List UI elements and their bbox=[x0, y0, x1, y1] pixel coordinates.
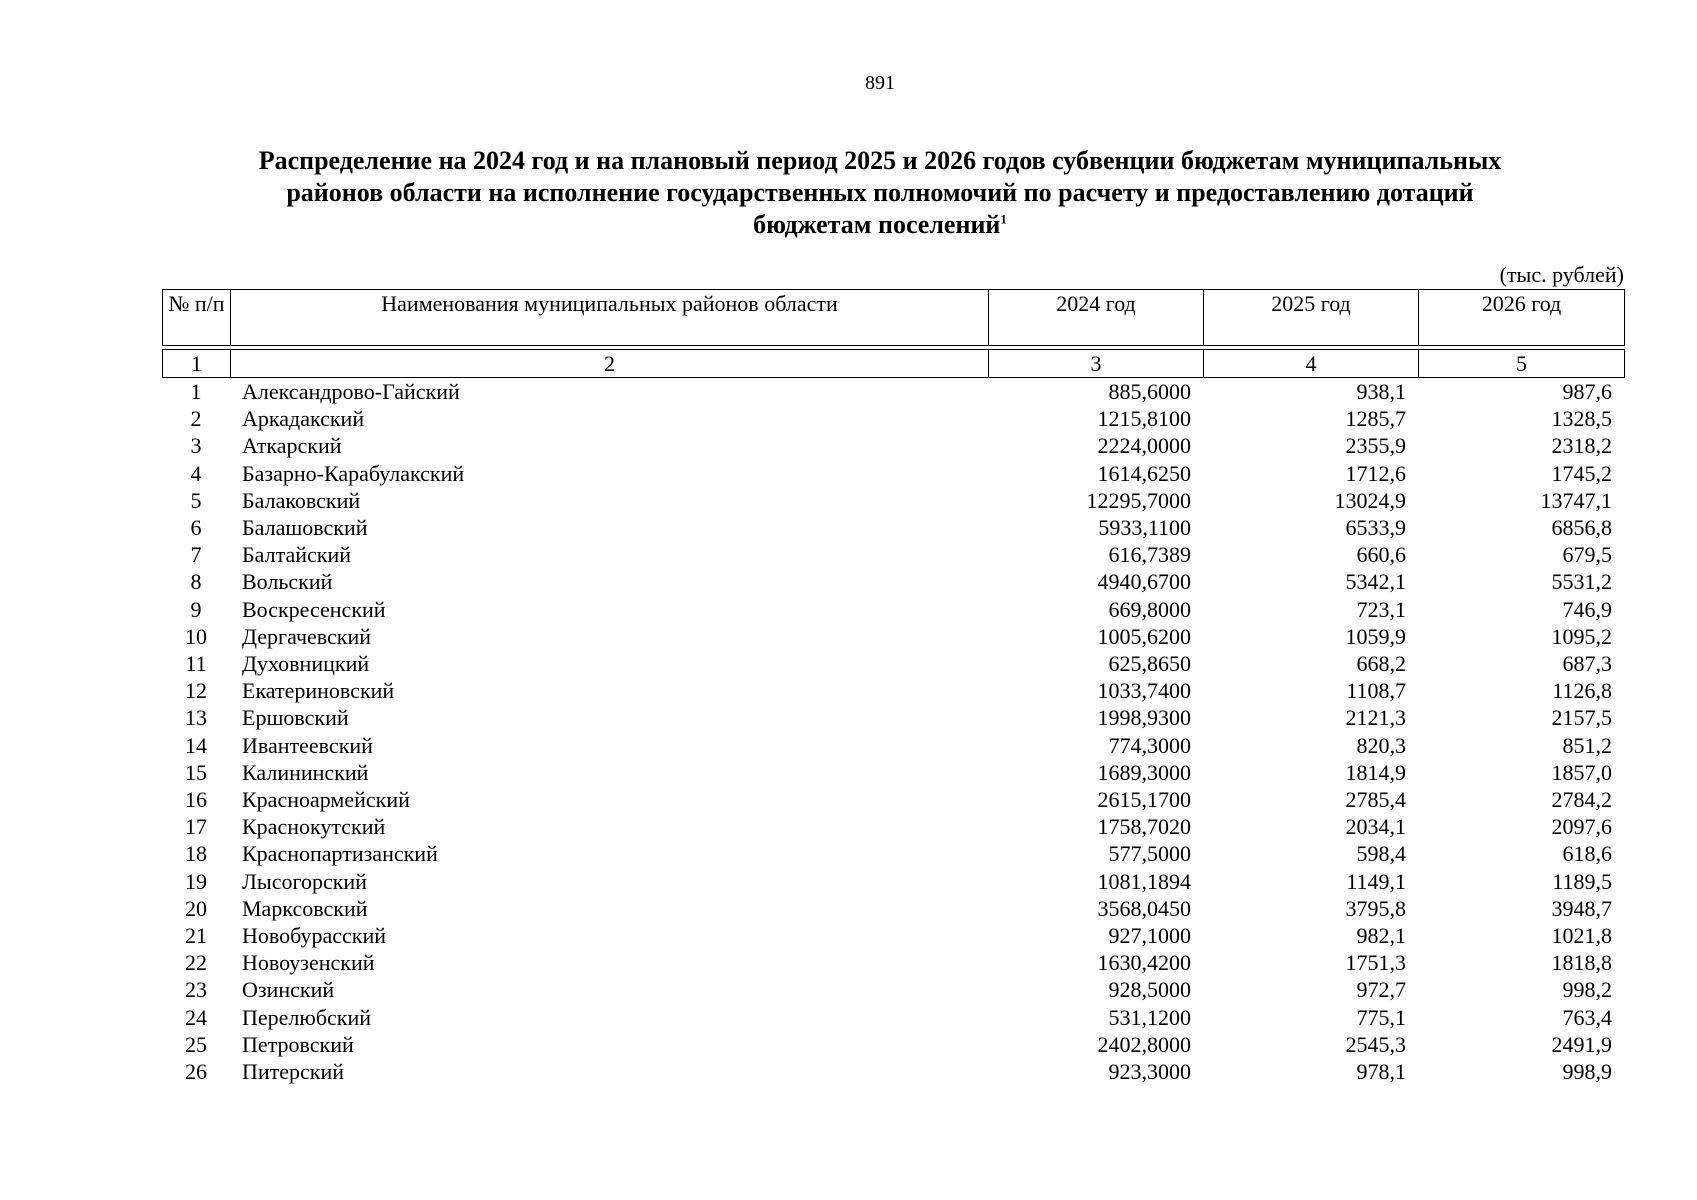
row-number: 17 bbox=[185, 814, 207, 840]
value-2024: 5933,1100 bbox=[1098, 515, 1191, 541]
value-2026: 2491,9 bbox=[1551, 1031, 1612, 1057]
district-name: Базарно-Карабулакский bbox=[242, 460, 465, 486]
district-name: Аткарский bbox=[242, 433, 342, 459]
value-2025: 2545,3 bbox=[1345, 1031, 1406, 1057]
district-name: Краснопартизанский bbox=[242, 841, 438, 867]
header-name: Наименования муниципальных районов области bbox=[231, 290, 989, 346]
table-header bbox=[162, 289, 1625, 378]
value-2026: 1745,2 bbox=[1551, 460, 1612, 486]
value-2024: 1758,7020 bbox=[1097, 814, 1191, 840]
value-2026: 2097,6 bbox=[1551, 814, 1612, 840]
title-line-3 bbox=[190, 209, 1570, 241]
value-2024: 2615,1700 bbox=[1097, 787, 1191, 813]
header-number: № п/п bbox=[163, 290, 231, 346]
value-2026: 987,6 bbox=[1562, 379, 1612, 404]
district-name: Воскресенский bbox=[242, 596, 386, 622]
district-name: Балтайский bbox=[242, 542, 351, 568]
value-2026: 851,2 bbox=[1562, 732, 1612, 758]
value-2024: 1630,4200 bbox=[1097, 950, 1191, 976]
value-2024: 1215,8100 bbox=[1097, 406, 1191, 432]
value-2026: 1328,5 bbox=[1551, 406, 1612, 432]
table-row bbox=[162, 976, 1624, 1003]
row-number: 6 bbox=[190, 515, 202, 541]
row-number: 18 bbox=[185, 841, 207, 867]
value-2024: 928,5000 bbox=[1108, 977, 1191, 1003]
value-2025: 1712,6 bbox=[1345, 460, 1406, 486]
row-number: 8 bbox=[190, 569, 202, 595]
value-2026: 1095,2 bbox=[1551, 623, 1612, 649]
value-2025: 1814,9 bbox=[1345, 759, 1406, 785]
value-2024: 923,3000 bbox=[1108, 1059, 1191, 1085]
column-number-2: 2 bbox=[231, 350, 989, 378]
table-row bbox=[162, 1004, 1624, 1031]
value-2025: 13024,9 bbox=[1334, 487, 1406, 513]
value-2026: 1126,8 bbox=[1552, 678, 1612, 704]
district-name: Красноармейский bbox=[242, 787, 410, 813]
district-name: Марксовский bbox=[242, 895, 368, 921]
value-2025: 6533,9 bbox=[1345, 515, 1406, 541]
table-row bbox=[162, 650, 1624, 677]
district-name: Ершовский bbox=[242, 705, 349, 731]
district-name: Екатериновский bbox=[242, 678, 395, 704]
row-number: 21 bbox=[185, 923, 207, 949]
value-2026: 998,2 bbox=[1562, 977, 1612, 1003]
table-row bbox=[162, 432, 1624, 459]
value-2026: 2784,2 bbox=[1551, 787, 1612, 813]
district-name: Озинский bbox=[242, 977, 335, 1003]
units-label: (тыс. рублей) bbox=[1499, 262, 1624, 287]
district-name: Балашовский bbox=[242, 515, 368, 541]
value-2025: 1108,7 bbox=[1346, 678, 1406, 704]
value-2026: 763,4 bbox=[1562, 1004, 1612, 1030]
row-number: 26 bbox=[185, 1059, 207, 1085]
value-2024: 3568,0450 bbox=[1097, 895, 1191, 921]
row-number: 7 bbox=[190, 542, 202, 568]
column-number-3: 3 bbox=[989, 350, 1204, 378]
value-2024: 531,1200 bbox=[1108, 1004, 1191, 1030]
row-number: 2 bbox=[190, 406, 202, 432]
table-row bbox=[162, 623, 1624, 650]
table-row bbox=[162, 487, 1624, 514]
data-table bbox=[162, 378, 1624, 1085]
row-number: 19 bbox=[185, 868, 207, 894]
value-2025: 1751,3 bbox=[1345, 950, 1406, 976]
value-2025: 2121,3 bbox=[1345, 705, 1406, 731]
row-number: 14 bbox=[185, 732, 207, 758]
table-row bbox=[162, 949, 1624, 976]
value-2025: 2355,9 bbox=[1345, 433, 1406, 459]
value-2024: 625,8650 bbox=[1108, 651, 1191, 677]
district-name: Перелюбский bbox=[242, 1004, 372, 1030]
value-2024: 1998,9300 bbox=[1097, 705, 1191, 731]
district-name: Александрово-Гайский bbox=[242, 379, 460, 404]
value-2025: 1059,9 bbox=[1345, 623, 1406, 649]
header-2025: 2025 год bbox=[1204, 290, 1419, 346]
value-2024: 669,8000 bbox=[1108, 596, 1191, 622]
district-name: Калининский bbox=[242, 759, 369, 785]
table-row bbox=[162, 568, 1624, 595]
district-name: Новобурасский bbox=[242, 923, 387, 949]
column-number-4: 4 bbox=[1204, 350, 1419, 378]
title-line-2: районов области на исполнение государственных полномочий по расчету и предоставлению дотаций bbox=[286, 178, 1474, 207]
district-name: Духовницкий bbox=[242, 651, 370, 677]
row-number: 23 bbox=[185, 977, 207, 1003]
value-2026: 6856,8 bbox=[1551, 515, 1612, 541]
district-name: Вольский bbox=[242, 569, 333, 595]
value-2025: 5342,1 bbox=[1345, 569, 1406, 595]
row-number: 5 bbox=[190, 487, 202, 513]
district-name: Краснокутский bbox=[242, 814, 386, 840]
value-2025: 938,1 bbox=[1356, 379, 1406, 404]
value-2024: 12295,7000 bbox=[1086, 487, 1191, 513]
value-2025: 660,6 bbox=[1356, 542, 1406, 568]
value-2025: 1149,1 bbox=[1346, 868, 1406, 894]
row-number: 3 bbox=[190, 433, 202, 459]
row-number: 22 bbox=[185, 950, 207, 976]
page-number: 891 bbox=[865, 72, 895, 94]
title-line-3-text: бюджетам поселений bbox=[753, 210, 1001, 239]
table-row bbox=[162, 405, 1624, 432]
header-2026: 2026 год bbox=[1419, 290, 1625, 346]
value-2026: 746,9 bbox=[1562, 596, 1612, 622]
district-name: Дергачевский bbox=[242, 623, 372, 649]
value-2025: 2785,4 bbox=[1345, 787, 1406, 813]
value-2024: 1033,7400 bbox=[1097, 678, 1191, 704]
row-number: 12 bbox=[185, 678, 207, 704]
value-2024: 1689,3000 bbox=[1097, 759, 1191, 785]
value-2026: 13747,1 bbox=[1540, 487, 1612, 513]
value-2026: 3948,7 bbox=[1551, 895, 1612, 921]
table-row bbox=[162, 541, 1624, 568]
value-2026: 687,3 bbox=[1562, 651, 1612, 677]
value-2025: 982,1 bbox=[1356, 923, 1406, 949]
district-name: Новоузенский bbox=[242, 950, 375, 976]
table-row bbox=[162, 840, 1624, 867]
table-row bbox=[162, 460, 1624, 487]
row-number: 1 bbox=[190, 379, 202, 404]
value-2024: 2224,0000 bbox=[1097, 433, 1191, 459]
row-number: 4 bbox=[190, 460, 202, 486]
value-2025: 3795,8 bbox=[1345, 895, 1406, 921]
table-row bbox=[162, 677, 1624, 704]
value-2026: 2318,2 bbox=[1551, 433, 1612, 459]
value-2025: 2034,1 bbox=[1345, 814, 1406, 840]
district-name: Лысогорский bbox=[242, 868, 367, 894]
district-name: Аркадакский bbox=[242, 406, 365, 432]
row-number: 24 bbox=[185, 1004, 207, 1030]
value-2025: 598,4 bbox=[1356, 841, 1406, 867]
value-2024: 2402,8000 bbox=[1097, 1031, 1191, 1057]
district-name: Ивантеевский bbox=[242, 732, 373, 758]
table-row bbox=[162, 704, 1624, 731]
table-row bbox=[162, 596, 1624, 623]
value-2024: 927,1000 bbox=[1108, 923, 1191, 949]
value-2026: 618,6 bbox=[1562, 841, 1612, 867]
title-line-1: Распределение на 2024 год и на плановый период 2025 и 2026 годов субвенции бюджетам муниципальных bbox=[258, 146, 1502, 175]
value-2024: 616,7389 bbox=[1108, 542, 1191, 568]
document-title bbox=[190, 145, 1570, 241]
row-number: 20 bbox=[185, 895, 207, 921]
value-2024: 1005,6200 bbox=[1097, 623, 1191, 649]
column-number-1: 1 bbox=[163, 350, 231, 378]
table-row bbox=[162, 514, 1624, 541]
value-2026: 1189,5 bbox=[1552, 868, 1612, 894]
value-2025: 668,2 bbox=[1356, 651, 1406, 677]
value-2024: 1614,6250 bbox=[1097, 460, 1191, 486]
row-number: 16 bbox=[185, 787, 207, 813]
value-2026: 2157,5 bbox=[1551, 705, 1612, 731]
value-2026: 5531,2 bbox=[1551, 569, 1612, 595]
table-row bbox=[162, 813, 1624, 840]
row-number: 9 bbox=[190, 596, 202, 622]
column-number-5: 5 bbox=[1419, 350, 1625, 378]
value-2026: 1818,8 bbox=[1551, 950, 1612, 976]
table-row bbox=[162, 759, 1624, 786]
table-row bbox=[162, 868, 1624, 895]
value-2025: 972,7 bbox=[1356, 977, 1406, 1003]
value-2025: 820,3 bbox=[1356, 732, 1406, 758]
value-2024: 1081,1894 bbox=[1097, 868, 1191, 894]
row-number: 15 bbox=[185, 759, 207, 785]
table-row bbox=[162, 1058, 1624, 1085]
header-2024: 2024 год bbox=[989, 290, 1204, 346]
row-number: 13 bbox=[185, 705, 207, 731]
row-number: 25 bbox=[185, 1031, 207, 1057]
table-row bbox=[162, 1031, 1624, 1058]
table-row bbox=[162, 922, 1624, 949]
value-2026: 679,5 bbox=[1562, 542, 1612, 568]
district-name: Питерский bbox=[242, 1059, 345, 1085]
value-2024: 4940,6700 bbox=[1097, 569, 1191, 595]
value-2025: 775,1 bbox=[1356, 1004, 1406, 1030]
table-row bbox=[162, 732, 1624, 759]
value-2024: 885,6000 bbox=[1108, 379, 1191, 404]
value-2026: 1021,8 bbox=[1551, 923, 1612, 949]
table-row bbox=[162, 786, 1624, 813]
district-name: Петровский bbox=[242, 1031, 354, 1057]
row-number: 10 bbox=[185, 623, 207, 649]
value-2026: 1857,0 bbox=[1551, 759, 1612, 785]
value-2024: 774,3000 bbox=[1108, 732, 1191, 758]
row-number: 11 bbox=[185, 651, 207, 677]
value-2025: 1285,7 bbox=[1345, 406, 1406, 432]
value-2025: 723,1 bbox=[1356, 596, 1406, 622]
table-row bbox=[162, 378, 1624, 405]
value-2024: 577,5000 bbox=[1108, 841, 1191, 867]
footnote-mark: 1 bbox=[1000, 211, 1007, 227]
value-2025: 978,1 bbox=[1356, 1059, 1406, 1085]
district-name: Балаковский bbox=[242, 487, 361, 513]
value-2026: 998,9 bbox=[1562, 1059, 1612, 1085]
table-row bbox=[162, 895, 1624, 922]
